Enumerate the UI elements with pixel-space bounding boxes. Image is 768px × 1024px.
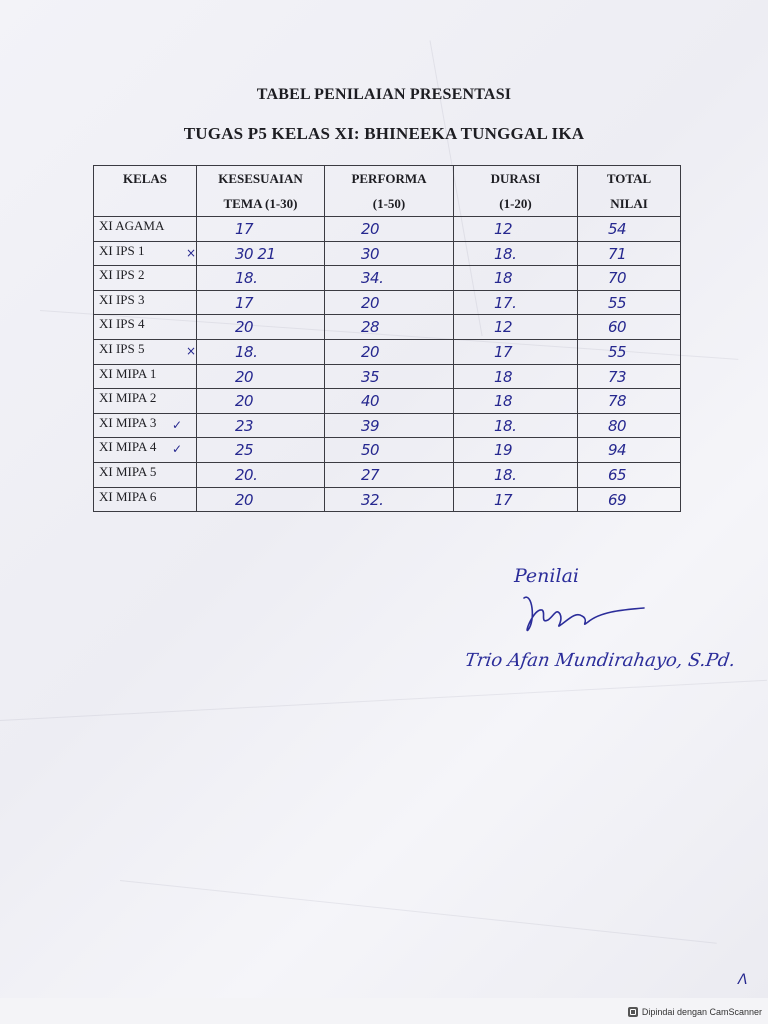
handwritten-score: 20 (235, 367, 254, 386)
row-check-mark: ✓ (172, 442, 183, 457)
handwritten-score: 18. (235, 342, 258, 361)
cell-total (578, 462, 681, 487)
cell-kelas (94, 339, 197, 364)
handwritten-score: 28 (361, 318, 380, 337)
cell-tema (197, 462, 325, 487)
cell-tema (197, 389, 325, 414)
corner-pen-mark: ᐱ (738, 972, 748, 988)
table-row (94, 413, 681, 438)
header-durasi: DURASI (1-20) (454, 166, 578, 217)
handwritten-score: 17 (494, 342, 513, 361)
cell-tema (197, 266, 325, 291)
cell-durasi (454, 389, 578, 414)
handwritten-score: 17. (494, 293, 517, 312)
handwritten-score: 80 (608, 416, 627, 435)
row-check-mark: ✓ (172, 417, 183, 432)
cell-durasi (454, 290, 578, 315)
signer-name: Trio Afan Mundirahayo, S.Pd. (463, 650, 737, 671)
handwritten-score: 27 (361, 465, 380, 484)
table-row (94, 462, 681, 487)
cell-total (578, 389, 681, 414)
camscanner-icon (628, 1007, 638, 1017)
cell-performa (325, 438, 454, 463)
cell-durasi (454, 364, 578, 389)
handwritten-score: 69 (608, 490, 627, 509)
cell-performa (325, 266, 454, 291)
kelas-label: XI IPS 2 (99, 267, 145, 283)
row-check-mark: × (186, 245, 197, 260)
cell-kelas (94, 364, 197, 389)
cell-total (578, 487, 681, 512)
cell-performa (325, 364, 454, 389)
cell-kelas (94, 290, 197, 315)
table-row (94, 241, 681, 266)
table-row (94, 266, 681, 291)
handwritten-score: 71 (608, 244, 627, 263)
handwritten-score: 18 (494, 392, 513, 411)
handwritten-score: 55 (608, 342, 627, 361)
cell-tema (197, 413, 325, 438)
table-row (94, 290, 681, 315)
cell-performa (325, 315, 454, 340)
cell-tema (197, 339, 325, 364)
handwritten-score: 25 (235, 441, 254, 460)
cell-durasi (454, 438, 578, 463)
handwritten-score: 39 (361, 416, 380, 435)
table-row (94, 487, 681, 512)
handwritten-score: 19 (494, 441, 513, 460)
cell-tema (197, 315, 325, 340)
camscanner-text: Dipindai dengan CamScanner (641, 1007, 762, 1017)
document-title: TABEL PENILAIAN PRESENTASI (256, 86, 512, 103)
cell-performa (325, 487, 454, 512)
cell-total (578, 315, 681, 340)
camscanner-footer (628, 1004, 762, 1020)
cell-kelas (94, 266, 197, 291)
handwritten-score: 54 (608, 220, 627, 238)
handwritten-score: 78 (608, 392, 627, 411)
handwritten-score: 18 (494, 367, 513, 386)
table-row (94, 315, 681, 340)
handwritten-score: 12 (494, 318, 513, 337)
cell-performa (325, 290, 454, 315)
handwritten-score: 65 (608, 465, 627, 484)
kelas-label: XI MIPA 5 (99, 463, 157, 479)
table-row (94, 217, 681, 242)
handwritten-score: 20 (235, 490, 254, 509)
kelas-label: XI AGAMA (99, 218, 165, 233)
cell-performa (325, 217, 454, 242)
score-table (93, 165, 681, 512)
handwritten-score: 60 (608, 318, 627, 337)
table-row (94, 438, 681, 463)
handwritten-score: 18. (494, 244, 517, 263)
cell-durasi (454, 315, 578, 340)
handwritten-score: 40 (361, 392, 380, 411)
cell-kelas (94, 413, 197, 438)
cell-durasi (454, 339, 578, 364)
handwritten-signature (510, 590, 650, 640)
cell-total (578, 438, 681, 463)
handwritten-score: 23 (235, 416, 254, 435)
handwritten-score: 18. (494, 416, 517, 435)
handwritten-score: 50 (361, 441, 380, 460)
kelas-label: XI IPS 4 (99, 316, 145, 332)
cell-durasi (454, 266, 578, 291)
table-row (94, 389, 681, 414)
cell-kelas (94, 315, 197, 340)
cell-total (578, 241, 681, 266)
cell-durasi (454, 462, 578, 487)
handwritten-score: 20 (361, 220, 380, 238)
cell-performa (325, 462, 454, 487)
handwritten-score: 20 (361, 342, 380, 361)
kelas-label: XI MIPA 3 (99, 414, 157, 430)
handwritten-score: 70 (608, 269, 627, 288)
cell-total (578, 217, 681, 242)
handwritten-score: 17 (235, 220, 254, 238)
kelas-label: XI MIPA 2 (99, 390, 157, 406)
handwritten-score: 17 (494, 490, 513, 509)
table-row (94, 364, 681, 389)
document-subtitle: TUGAS P5 KELAS XI: BHINEEKA TUNGGAL IKA (183, 124, 585, 143)
handwritten-score: 12 (494, 220, 513, 238)
cell-total (578, 290, 681, 315)
cell-total (578, 266, 681, 291)
cell-tema (197, 438, 325, 463)
handwritten-score: 20. (235, 465, 258, 484)
cell-tema (197, 217, 325, 242)
handwritten-score: 35 (361, 367, 380, 386)
cell-performa (325, 241, 454, 266)
kelas-label: XI MIPA 4 (99, 439, 157, 455)
kelas-label: XI MIPA 1 (99, 365, 157, 381)
cell-kelas (94, 487, 197, 512)
table-row (94, 339, 681, 364)
handwritten-score: 30 (361, 244, 380, 263)
cell-durasi (454, 487, 578, 512)
handwritten-score: 94 (608, 441, 627, 460)
handwritten-score: 32. (361, 490, 384, 509)
row-check-mark: × (186, 343, 197, 358)
cell-tema (197, 364, 325, 389)
cell-total (578, 413, 681, 438)
header-kesesuaian-tema: KESESUAIAN TEMA (1-30) (197, 166, 325, 217)
cell-tema (197, 487, 325, 512)
cell-tema (197, 290, 325, 315)
kelas-label: XI MIPA 6 (99, 488, 157, 504)
handwritten-score: 34. (361, 269, 384, 288)
cell-tema (197, 241, 325, 266)
kelas-label: XI IPS 5 (99, 340, 145, 356)
header-total-nilai: TOTAL NILAI (578, 166, 681, 217)
header-performa: PERFORMA (1-50) (325, 166, 454, 217)
handwritten-score: 18. (235, 269, 258, 288)
table-header-row (94, 166, 681, 217)
cell-total (578, 364, 681, 389)
handwritten-score: 20 (361, 293, 380, 312)
cell-kelas (94, 241, 197, 266)
signature-label: Penilai (514, 565, 579, 587)
handwritten-score: 73 (608, 367, 627, 386)
handwritten-score: 18 (494, 269, 513, 288)
cell-durasi (454, 217, 578, 242)
handwritten-score: 17 (235, 293, 254, 312)
handwritten-score: 20 (235, 392, 254, 411)
cell-durasi (454, 413, 578, 438)
cell-kelas (94, 462, 197, 487)
cell-kelas (94, 438, 197, 463)
cell-performa (325, 389, 454, 414)
kelas-label: XI IPS 3 (99, 291, 145, 307)
kelas-label: XI IPS 1 (99, 242, 145, 258)
cell-durasi (454, 241, 578, 266)
handwritten-score: 20 (235, 318, 254, 337)
header-kelas: KELAS (94, 166, 197, 217)
cell-kelas (94, 217, 197, 242)
handwritten-score: 55 (608, 293, 627, 312)
cell-total (578, 339, 681, 364)
handwritten-score: 18. (494, 465, 517, 484)
cell-kelas (94, 389, 197, 414)
cell-performa (325, 339, 454, 364)
handwritten-score: 30 21 (235, 244, 276, 263)
cell-performa (325, 413, 454, 438)
